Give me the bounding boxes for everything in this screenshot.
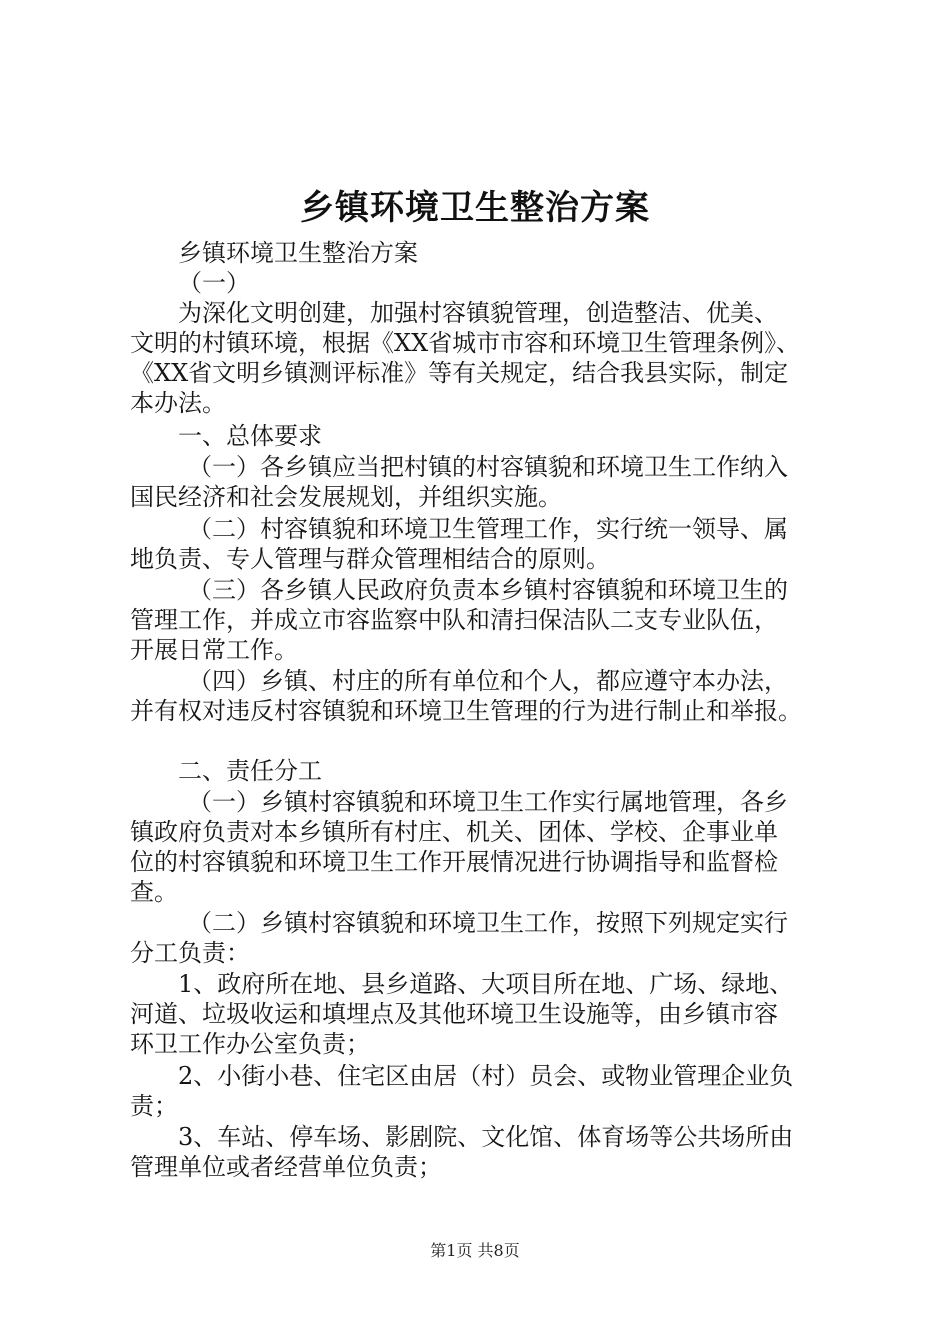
paragraph-line: 管理工作，并成立市容监察中队和清扫保洁队二支专业队伍，: [130, 606, 778, 634]
paragraph-line: 国民经济和社会发展规划，并组织实施。: [130, 483, 562, 511]
paragraph-line: （三）各乡镇人民政府负责本乡镇村容镇貌和环境卫生的: [188, 576, 788, 604]
paragraph-line: 分工负责：: [130, 939, 250, 967]
list-item-line: 管理单位或者经营单位负责；: [130, 1153, 442, 1181]
section-heading: 一、总体要求: [178, 422, 322, 450]
paragraph-line: 本办法。: [130, 389, 226, 417]
list-item-line: 环卫工作办公室负责；: [130, 1030, 370, 1058]
paragraph-line: 并有权对违反村容镇貌和环境卫生管理的行为进行制止和举报。: [130, 697, 802, 725]
paragraph-line: 文明的村镇环境，根据《XX省城市市容和环境卫生管理条例》、: [130, 329, 801, 357]
subtitle-line: 乡镇环境卫生整治方案: [178, 239, 418, 267]
list-item-line: 3、车站、停车场、影剧院、文化馆、体育场等公共场所由: [178, 1123, 794, 1151]
list-item-line: 河道、垃圾收运和填埋点及其他环境卫生设施等，由乡镇市容: [130, 1000, 778, 1028]
list-item-line: 2、小街小巷、住宅区由居（村）员会、或物业管理企业负: [178, 1062, 794, 1090]
paragraph-line: 查。: [130, 878, 178, 906]
paragraph-line: （一）乡镇村容镇貌和环境卫生工作实行属地管理，各乡: [188, 788, 788, 816]
list-item-line: 责；: [130, 1092, 178, 1120]
page-number-footer: 第1页 共8页: [430, 1241, 520, 1260]
paragraph-line: 位的村容镇貌和环境卫生工作开展情况进行协调指导和监督检: [130, 848, 778, 876]
document-title: 乡镇环境卫生整治方案: [300, 188, 650, 228]
section-number: （一）: [178, 269, 250, 297]
paragraph-line: 为深化文明创建，加强村容镇貌管理，创造整洁、优美、: [178, 299, 778, 327]
paragraph-line: （二）乡镇村容镇貌和环境卫生工作，按照下列规定实行: [188, 909, 788, 937]
section-heading: 二、责任分工: [178, 757, 322, 785]
list-item-line: 1、政府所在地、县乡道路、大项目所在地、广场、绿地、: [178, 970, 794, 998]
paragraph-line: 地负责、专人管理与群众管理相结合的原则。: [130, 545, 610, 573]
paragraph-line: （二）村容镇貌和环境卫生管理工作，实行统一领导、属: [188, 515, 788, 543]
paragraph-line: （四）乡镇、村庄的所有单位和个人，都应遵守本办法，: [188, 667, 788, 695]
paragraph-line: （一）各乡镇应当把村镇的村容镇貌和环境卫生工作纳入: [188, 453, 788, 481]
paragraph-line: 镇政府负责对本乡镇所有村庄、机关、团体、学校、企事业单: [130, 818, 778, 846]
paragraph-line: 开展日常工作。: [130, 636, 298, 664]
paragraph-line: 《XX省文明乡镇测评标准》等有关规定，结合我县实际，制定: [130, 359, 789, 387]
